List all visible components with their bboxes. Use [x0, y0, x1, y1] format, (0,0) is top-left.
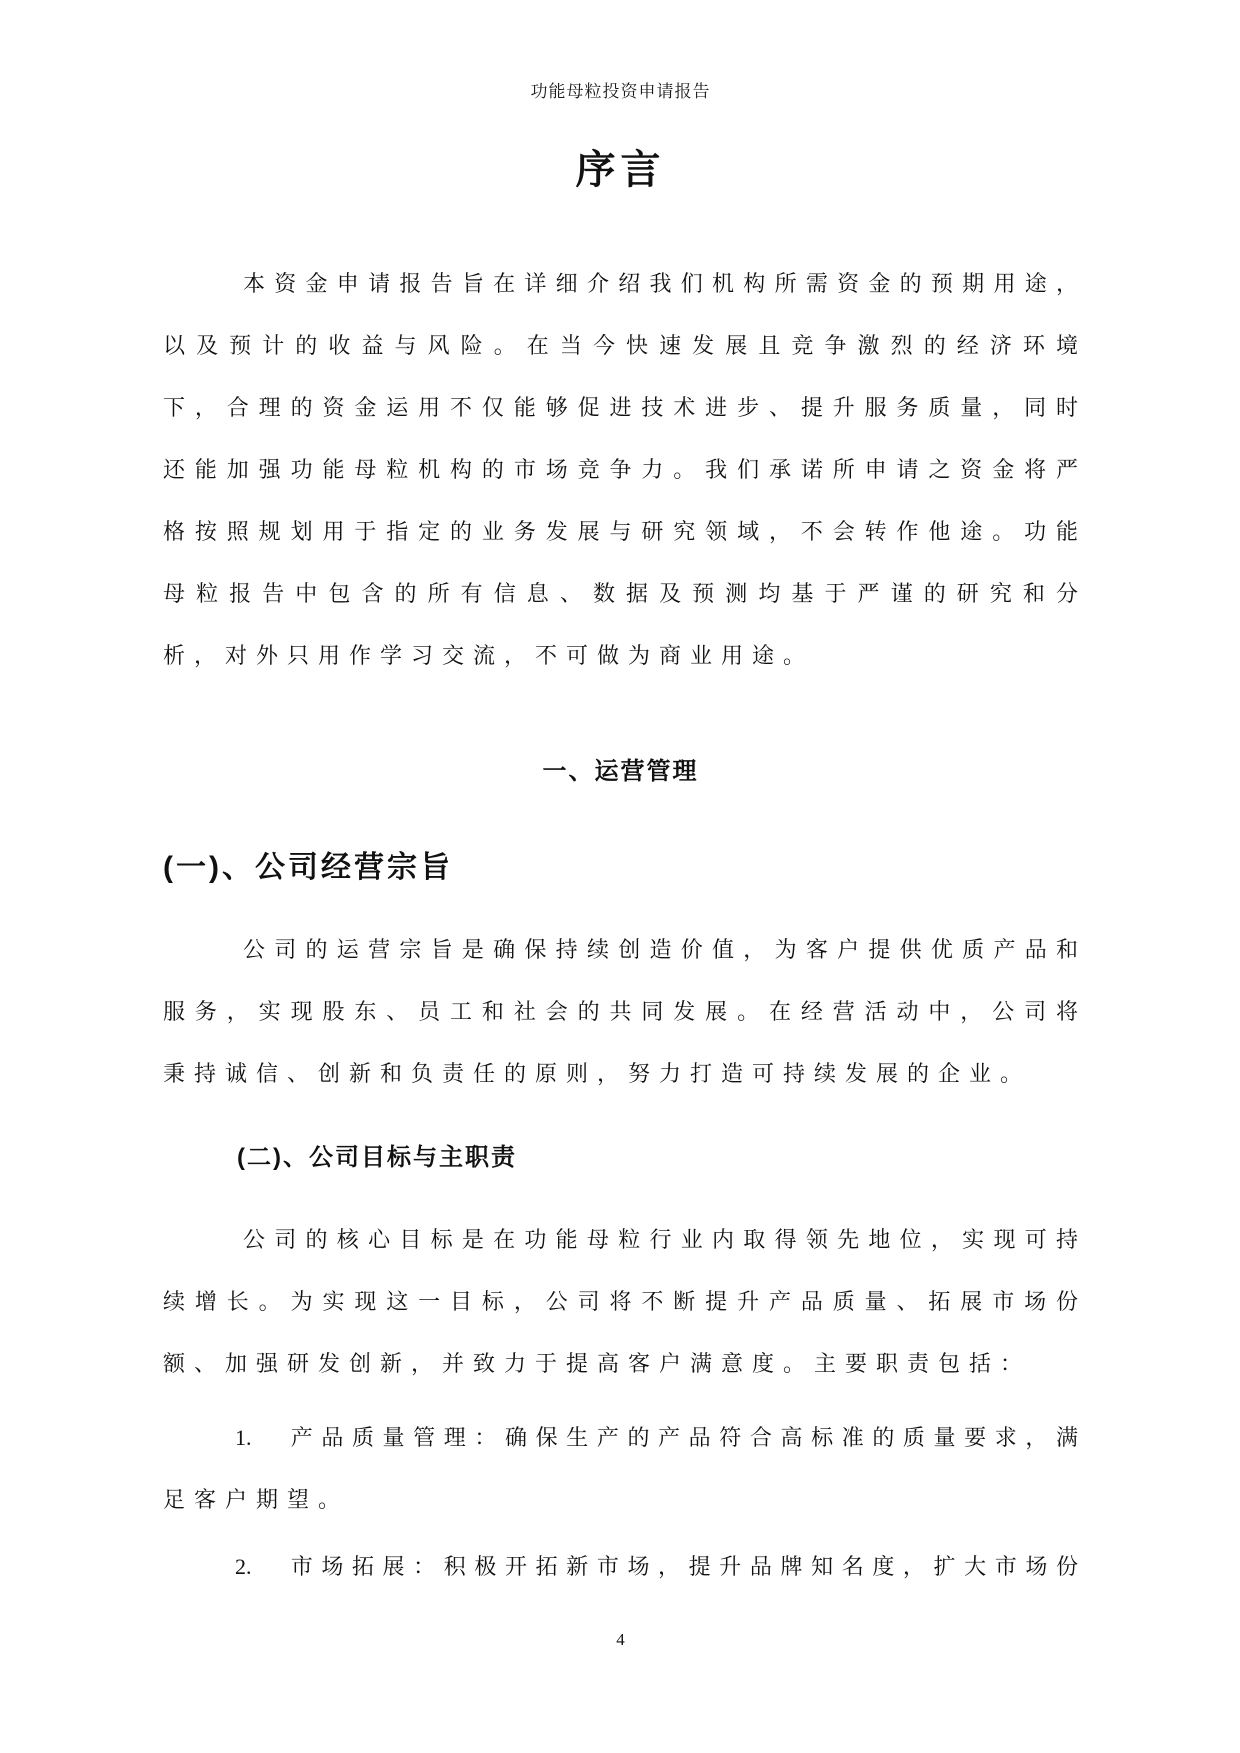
text-line: 本资金申请报告旨在详细介绍我们机构所需资金的预期用途，: [243, 271, 1078, 296]
text-line: 母粒报告中包含的所有信息、数据及预测均基于严谨的研究和分: [163, 581, 1078, 606]
text-line: 公司的核心目标是在功能母粒行业内取得领先地位，实现可持: [243, 1227, 1078, 1252]
text-line: 秉持诚信、创新和负责任的原则，努力打造可持续发展的企业。: [163, 1061, 1032, 1086]
text-line: 1. 产品质量管理：确保生产的产品符合高标准的质量要求，满: [235, 1425, 1078, 1450]
text-line: 额、加强研发创新，并致力于提高客户满意度。主要职责包括：: [163, 1351, 1032, 1376]
intro-paragraph: [163, 253, 1078, 687]
page-number: 4: [616, 1630, 625, 1649]
text-line: 以及预计的收益与风险。在当今快速发展且竞争激烈的经济环境: [163, 333, 1078, 358]
text-line: 析，对外只用作学习交流，不可做为商业用途。: [163, 643, 815, 668]
text-line: 服务，实现股东、员工和社会的共同发展。在经营活动中，公司将: [163, 999, 1078, 1024]
list-item: [163, 1407, 1078, 1531]
list-item: [163, 1536, 1078, 1598]
text-line: 足客户期望。: [163, 1487, 350, 1512]
text-line: 公司的运营宗旨是确保持续创造价值，为客户提供优质产品和: [243, 937, 1078, 962]
page-title: 序言: [575, 147, 666, 192]
text-line: 下，合理的资金运用不仅能够促进技术进步、提升服务质量，同时: [163, 395, 1078, 420]
running-header: 功能母粒投资申请报告: [530, 82, 711, 101]
text-line: 续增长。为实现这一目标，公司将不断提升产品质量、拓展市场份: [163, 1289, 1078, 1314]
subsection-1-paragraph: [163, 919, 1078, 1105]
text-line: 还能加强功能母粒机构的市场竞争力。我们承诺所申请之资金将严: [163, 457, 1078, 482]
subsection-2-heading: (二)、公司目标与主职责: [237, 1144, 517, 1171]
subsection-1-heading: (一)、公司经营宗旨: [163, 851, 453, 884]
text-line: 2. 市场拓展：积极开拓新市场，提升品牌知名度，扩大市场份: [235, 1554, 1078, 1579]
text-line: 格按照规划用于指定的业务发展与研究领域，不会转作他途。功能: [163, 519, 1078, 544]
section-heading: 一、运营管理: [542, 758, 699, 785]
subsection-2-paragraph: [163, 1209, 1078, 1395]
